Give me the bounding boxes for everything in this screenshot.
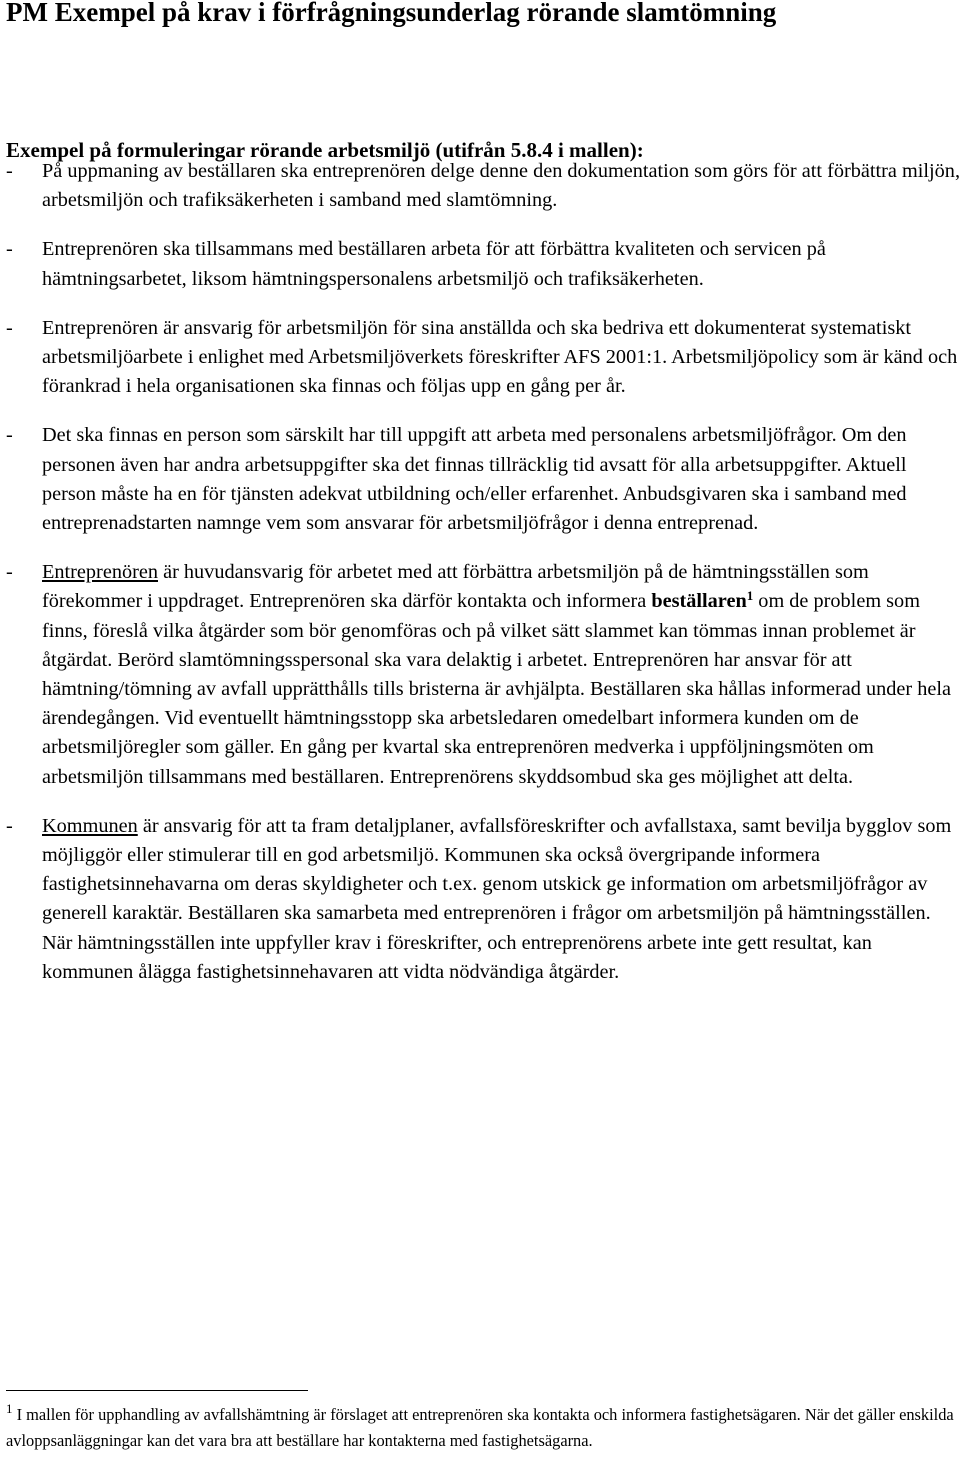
footnote-reference: 1: [746, 588, 754, 604]
list-item-text: Det ska finnas en person som särskilt har till uppgift att arbeta med personalens arbetsmiljöfrågor. Om den personen även har andra arbetsuppgifter ska det finnas tillräcklig tid avsatt för alla arbetsuppgifter. Aktuell person måste ha en för tjänsten adekvat utbildning och/eller erfarenhet. Anbudsgivaren ska i samband med entreprenadstarten namnge vem som ansvarar för arbetsmiljöfrågor i denna entreprenad.: [42, 424, 907, 535]
list-item-text: Entreprenören ska tillsammans med beställaren arbeta för att förbättra kvaliteten och servicen på hämtningsarbetet, liksom hämtningspersonalens arbetsmiljö och trafiksäkerheten.: [42, 238, 826, 290]
footnote-separator: [6, 1390, 308, 1391]
underlined-lead-term: Entreprenören: [42, 561, 158, 584]
list-item-text: om de problem som finns, föreslå vilka åtgärder som bör genomföras och på vilket sätt slammet kan tömmas innan problemet är åtgärdat. Berörd slamtömningsspersonal ska vara delaktig i arbetet. Entreprenören har ansvar för att hämtning/tömning av avfall upprätthålls tills bristerna är avhjälpta. Beställaren ska hållas informerad under hela ärendegången. Vid eventuellt hämtningsstopp ska arbetsledaren omedelbart informera kunden om de arbetsmiljöregler som gäller. En gång per kvartal ska entreprenören medverka i uppföljningsmöten om arbetsmiljön tillsammans med beställaren. Entreprenörens skyddsombud ska ges möjlighet att delta.: [42, 590, 951, 788]
bullet-dash: -: [6, 238, 13, 261]
underlined-lead-term: Kommunen: [42, 814, 138, 837]
list-item-text: Entreprenören är ansvarig för arbetsmiljön för sina anställda och ska bedriva ett dokumenterat systematiskt arbetsmiljöarbete i enlighet med Arbetsmiljöverkets föreskrifter AFS 2001:1. Arbetsmiljöpolicy som är känd och förankrad i hela organisationen ska finnas och följas upp en gång per år.: [42, 316, 958, 398]
list-item-text: är huvudansvarig för arbetet med att förbättra arbetsmiljön på de hämtningsställen som förekommer i uppdraget. Entreprenören ska därför kontakta och informera: [42, 561, 869, 613]
bullet-dash: -: [6, 561, 13, 584]
bullet-dash: -: [6, 160, 13, 182]
bullet-dash: -: [6, 424, 13, 447]
list-item: [6, 558, 960, 792]
list-item: [6, 157, 960, 215]
list-item-text: är ansvarig för att ta fram detaljplaner, avfallsföreskrifter och avfallstaxa, samt bevilja bygglov som möjliggör eller stimulerar till en god arbetsmiljö. Kommunen ska också övergripande informera fastighetsinnehavarna om deras skyldigheter och t.ex. genom utskick ge information om arbetsmiljöfrågor av generell karaktär. Beställaren ska samarbeta med entreprenören i frågor om arbetsmiljön på hämtningsställen. När hämtningsställen inte uppfyller krav i föreskrifter, och entreprenörens arbete inte gett resultat, kan kommunen ålägga fastighetsinnehavaren att vidta nödvändiga åtgärder.: [42, 814, 952, 983]
bold-term: beställaren: [651, 590, 747, 613]
page-title: PM Exempel på krav i förfrågningsunderlag rörande slamtömning: [6, 0, 777, 27]
list-item: [6, 421, 960, 538]
list-item: [6, 812, 960, 987]
list-item: [6, 235, 960, 293]
list-item-text: På uppmaning av beställaren ska entreprenören delge denne den dokumentation som görs för att förbättra miljön, arbetsmiljön och trafiksäkerheten i samband med slamtömning.: [42, 160, 960, 212]
section-heading: Exempel på formuleringar rörande arbetsmiljö (utifrån 5.8.4 i mallen):: [6, 138, 644, 162]
footnote-text: I mallen för upphandling av avfallshämtning är förslaget att entreprenören ska kontakta och informera fastighetsägaren. När det gäller enskilda avloppsanläggningar kan det vara bra att beställare har kontakterna med fastighetsägarna.: [6, 1405, 954, 1450]
footnote: [6, 1402, 960, 1453]
bullet-dash: -: [6, 814, 13, 837]
bullet-dash: -: [6, 316, 13, 339]
list-item: [6, 314, 960, 402]
requirement-list: [6, 157, 960, 1007]
footnote-marker: 1: [6, 1401, 13, 1416]
